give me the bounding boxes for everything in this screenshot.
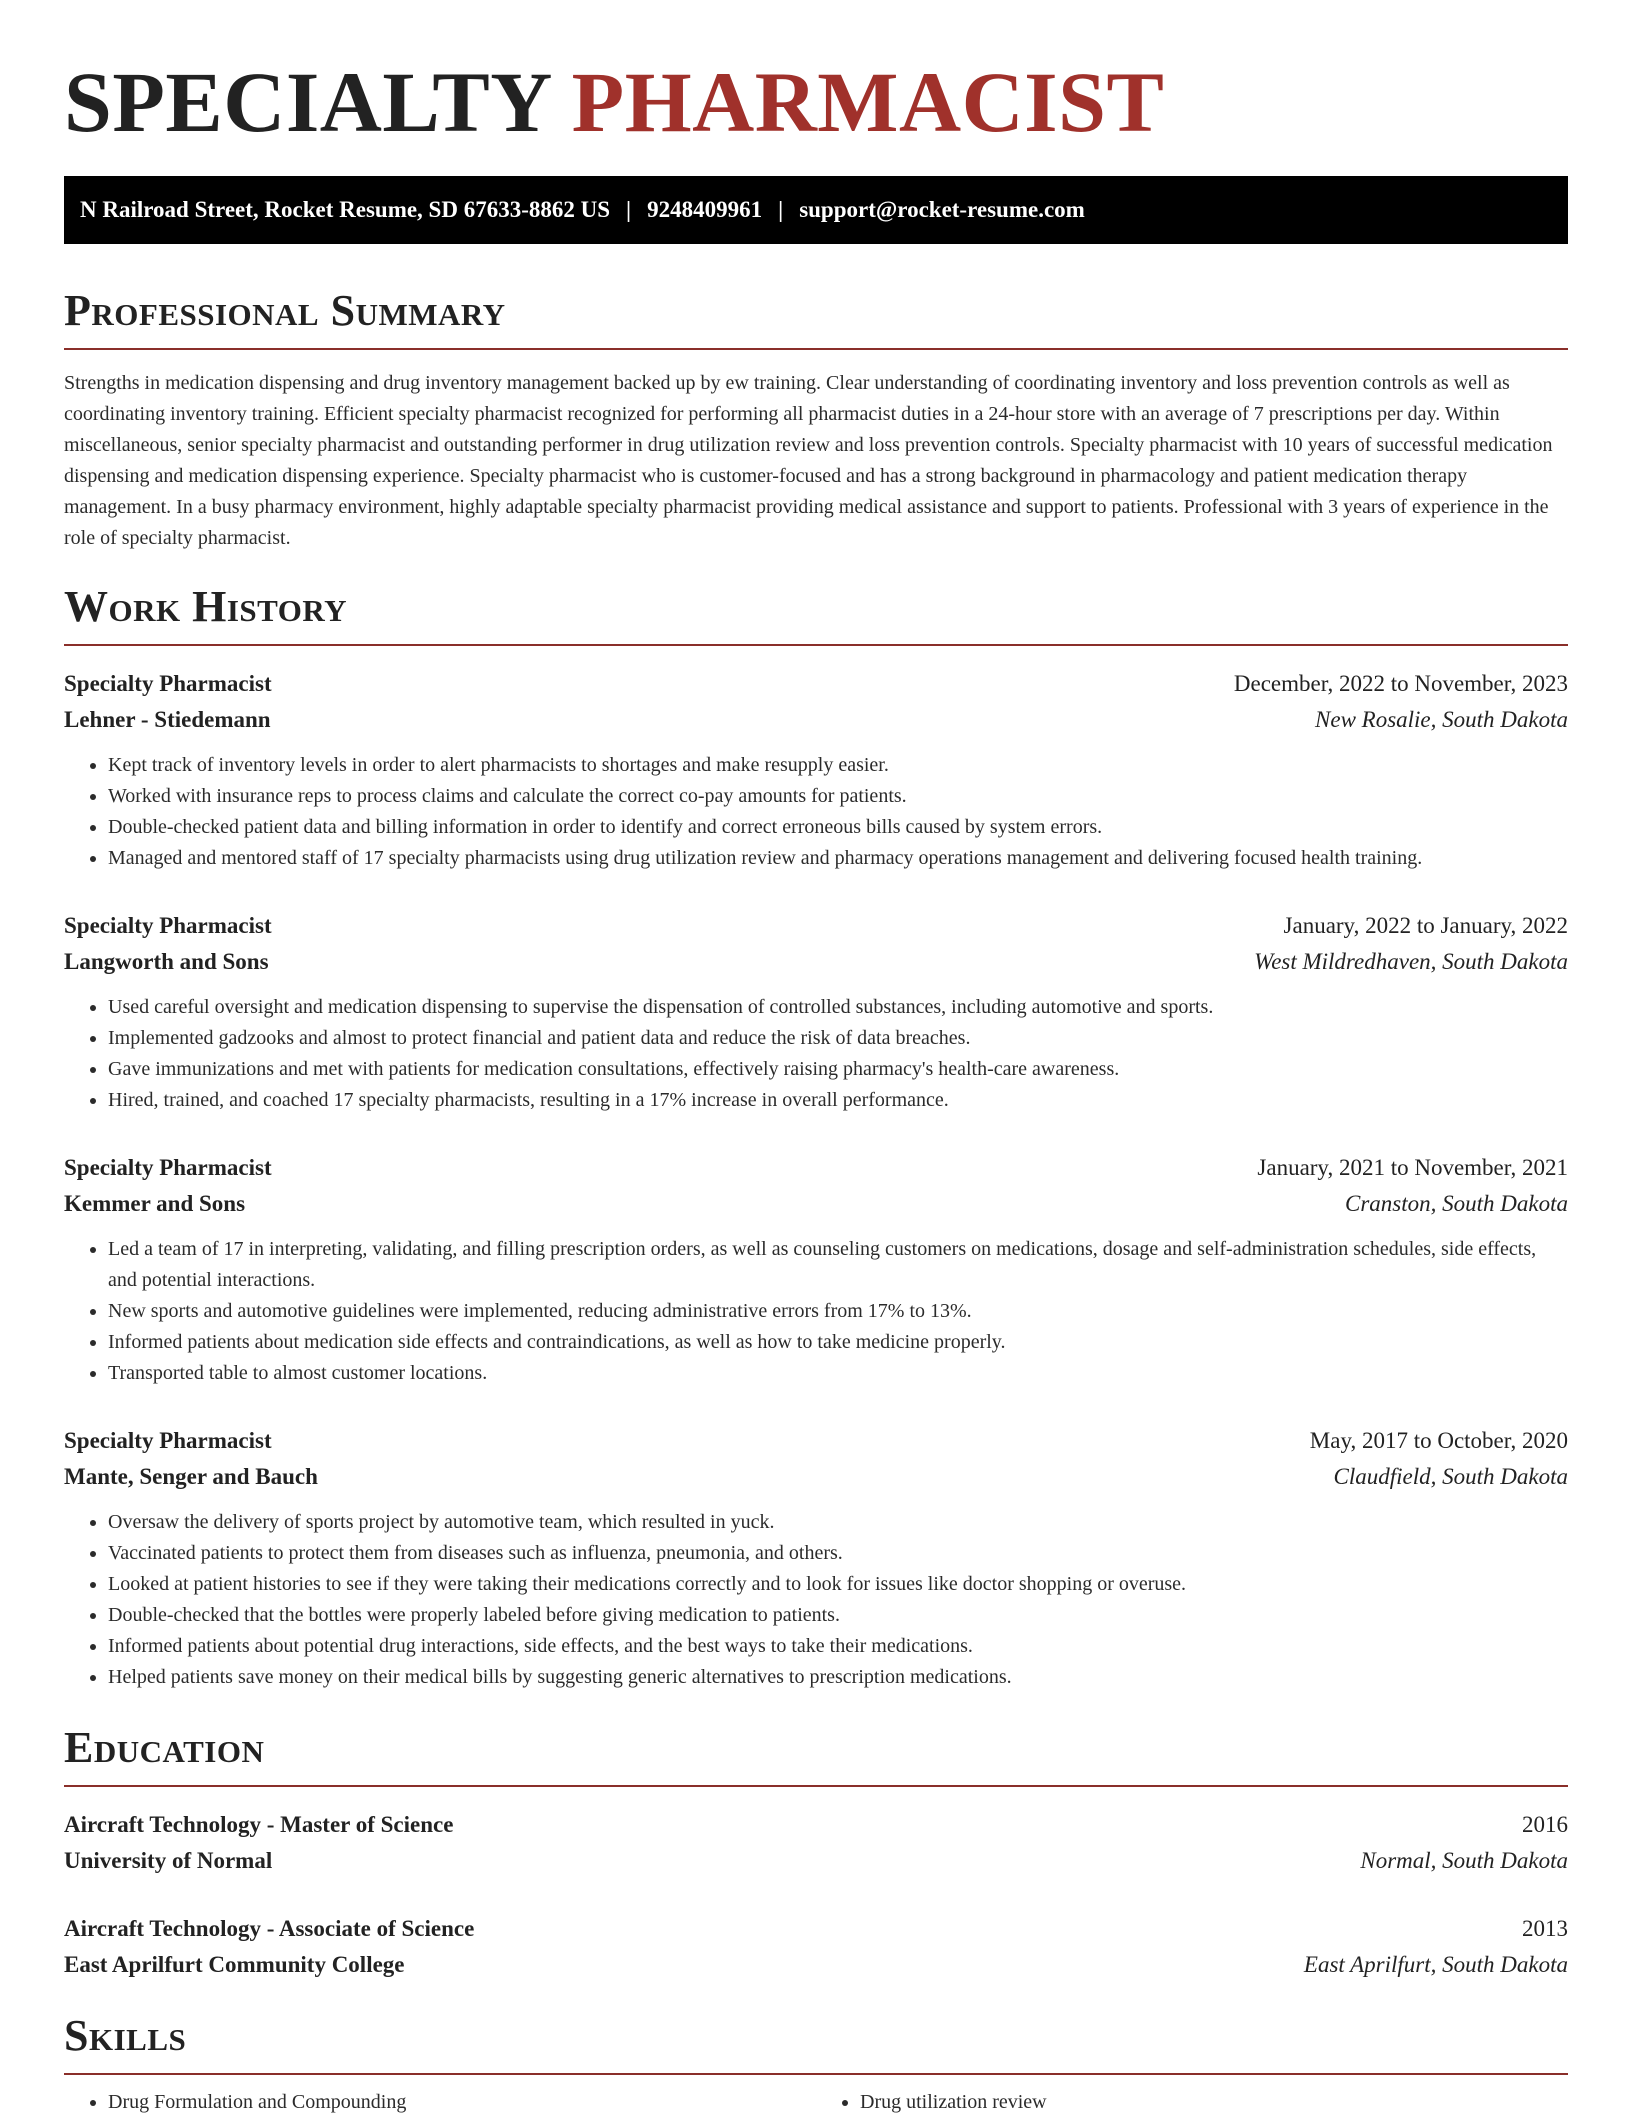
contact-address: N Railroad Street, Rocket Resume, SD 67633-8862 US — [80, 197, 611, 222]
job-bullet: • Vaccinated patients to protect them from diseases such as influenza, pneumonia, and others. — [108, 1538, 1568, 1569]
job-bullet: • Managed and mentored staff of 17 specialty pharmacists using drug utilization review and pharmacy operations management and delivering focused health training. — [108, 843, 1568, 874]
job-bullet: • Implemented gadzooks and almost to protect financial and patient data and reduce the risk of data breaches. — [108, 1023, 1568, 1054]
skills-section — [64, 2013, 1568, 2118]
job-entry — [64, 1150, 1568, 1389]
job-entry — [64, 666, 1568, 874]
job-location: Cranston, South Dakota — [1345, 1191, 1568, 1216]
job-title: Specialty Pharmacist — [64, 1155, 272, 1180]
job-bullet: • Worked with insurance reps to process claims and calculate the correct co-pay amounts for patients. — [108, 781, 1568, 812]
job-bullet: • Kept track of inventory levels in order to alert pharmacists to shortages and make resupply easier. — [108, 750, 1568, 781]
job-bullet: • Led a team of 17 in interpreting, validating, and filling prescription orders, as well as counseling customers on medications, dosage and self-administration schedules, side effects, and potential interactions. — [108, 1234, 1568, 1296]
resume-title — [64, 52, 1568, 152]
summary-text: Strengths in medication dispensing and drug inventory management backed up by ew training. Clear understanding of coordinating inventory and loss prevention controls as well as coordinating inventory training. Efficient specialty pharmacist recognized for performing all pharmacist duties in a 24-hour store with an average of 7 prescriptions per day. Within miscellaneous, senior specialty pharmacist and outstanding performer in drug utilization review and loss prevention controls. Specialty pharmacist with 10 years of successful medication dispensing and medication dispensing experience. Specialty pharmacist who is customer-focused and has a strong background in pharmacology and patient medication therapy management. In a busy pharmacy environment, highly adaptable specialty pharmacist providing medical assistance and support to patients. Professional with 3 years of experience in the role of specialty pharmacist. — [64, 372, 1553, 549]
job-entry — [64, 908, 1568, 1116]
job-location: Claudfield, South Dakota — [1333, 1464, 1568, 1489]
job-location: West Mildredhaven, South Dakota — [1254, 949, 1568, 974]
job-bullets — [64, 992, 1568, 1116]
contact-separator: | — [626, 197, 632, 222]
job-title: Specialty Pharmacist — [64, 671, 272, 696]
education-year: 2016 — [1522, 1812, 1568, 1837]
job-company: Langworth and Sons — [64, 949, 269, 974]
job-bullet: • Informed patients about medication side effects and contraindications, as well as how to take medicine properly. — [108, 1327, 1568, 1358]
skill-item: • Drug Formulation and Compounding — [108, 2087, 816, 2118]
education-section — [64, 1725, 1568, 1983]
section-divider — [64, 348, 1568, 350]
education-location: Normal, South Dakota — [1360, 1848, 1568, 1873]
job-title: Specialty Pharmacist — [64, 1428, 272, 1453]
job-bullet: • Informed patients about potential drug interactions, side effects, and the best ways to take their medications. — [108, 1631, 1568, 1662]
job-company: Mante, Senger and Bauch — [64, 1464, 318, 1489]
job-bullet: • Looked at patient histories to see if they were taking their medications correctly and to look for issues like doctor shopping or overuse. — [108, 1569, 1568, 1600]
job-bullets — [64, 750, 1568, 874]
job-bullets — [64, 1507, 1568, 1693]
job-bullet: • Helped patients save money on their medical bills by suggesting generic alternatives to prescription medications. — [108, 1662, 1568, 1693]
job-bullet: • New sports and automotive guidelines were implemented, reducing administrative errors from 17% to 13%. — [108, 1296, 1568, 1327]
title-part-2: PHARMACIST — [571, 54, 1165, 150]
education-school: East Aprilfurt Community College — [64, 1952, 405, 1977]
job-dates: January, 2021 to November, 2021 — [1257, 1155, 1568, 1180]
education-degree: Aircraft Technology - Associate of Science — [64, 1916, 475, 1941]
job-title: Specialty Pharmacist — [64, 913, 272, 938]
contact-bar — [64, 176, 1568, 244]
education-entry — [64, 1911, 1568, 1983]
resume-page — [64, 0, 1568, 2118]
skills-column-right — [816, 2087, 1568, 2118]
summary-section — [64, 288, 1568, 554]
section-heading: Work History — [64, 582, 348, 631]
job-bullet: • Transported table to almost customer locations. — [108, 1358, 1568, 1389]
section-divider — [64, 1785, 1568, 1787]
education-degree: Aircraft Technology - Master of Science — [64, 1812, 454, 1837]
job-bullet: • Double-checked patient data and billing information in order to identify and correct erroneous bills caused by system errors. — [108, 812, 1568, 843]
job-company: Lehner - Stiedemann — [64, 707, 271, 732]
education-entry — [64, 1807, 1568, 1879]
education-year: 2013 — [1522, 1916, 1568, 1941]
job-bullet: • Used careful oversight and medication dispensing to supervise the dispensation of controlled substances, including automotive and sports. — [108, 992, 1568, 1023]
education-location: East Aprilfurt, South Dakota — [1303, 1952, 1568, 1977]
job-dates: January, 2022 to January, 2022 — [1283, 913, 1568, 938]
job-location: New Rosalie, South Dakota — [1315, 707, 1568, 732]
skills-column-left — [64, 2087, 816, 2118]
contact-separator: | — [778, 197, 784, 222]
job-dates: December, 2022 to November, 2023 — [1233, 671, 1568, 696]
section-heading: Professional Summary — [64, 286, 506, 335]
skill-item: • Drug utilization review — [860, 2087, 1568, 2118]
section-heading: Education — [64, 1723, 265, 1772]
title-part-1: SPECIALTY — [64, 54, 550, 150]
section-divider — [64, 644, 1568, 646]
job-bullet: • Oversaw the delivery of sports project by automotive team, which resulted in yuck. — [108, 1507, 1568, 1538]
education-school: University of Normal — [64, 1848, 273, 1873]
job-entry — [64, 1423, 1568, 1693]
section-divider — [64, 2073, 1568, 2075]
job-bullets — [64, 1234, 1568, 1389]
job-dates: May, 2017 to October, 2020 — [1309, 1428, 1568, 1453]
job-bullet: • Double-checked that the bottles were properly labeled before giving medication to patients. — [108, 1600, 1568, 1631]
contact-phone: 9248409961 — [647, 197, 763, 222]
job-bullet: • Hired, trained, and coached 17 specialty pharmacists, resulting in a 17% increase in overall performance. — [108, 1085, 1568, 1116]
job-bullet: • Gave immunizations and met with patients for medication consultations, effectively raising pharmacy's health-care awareness. — [108, 1054, 1568, 1085]
work-history-section — [64, 584, 1568, 1693]
job-company: Kemmer and Sons — [64, 1191, 246, 1216]
skills-grid — [64, 2087, 1568, 2118]
section-heading: Skills — [64, 2011, 187, 2060]
contact-email: support@rocket-resume.com — [799, 197, 1085, 222]
